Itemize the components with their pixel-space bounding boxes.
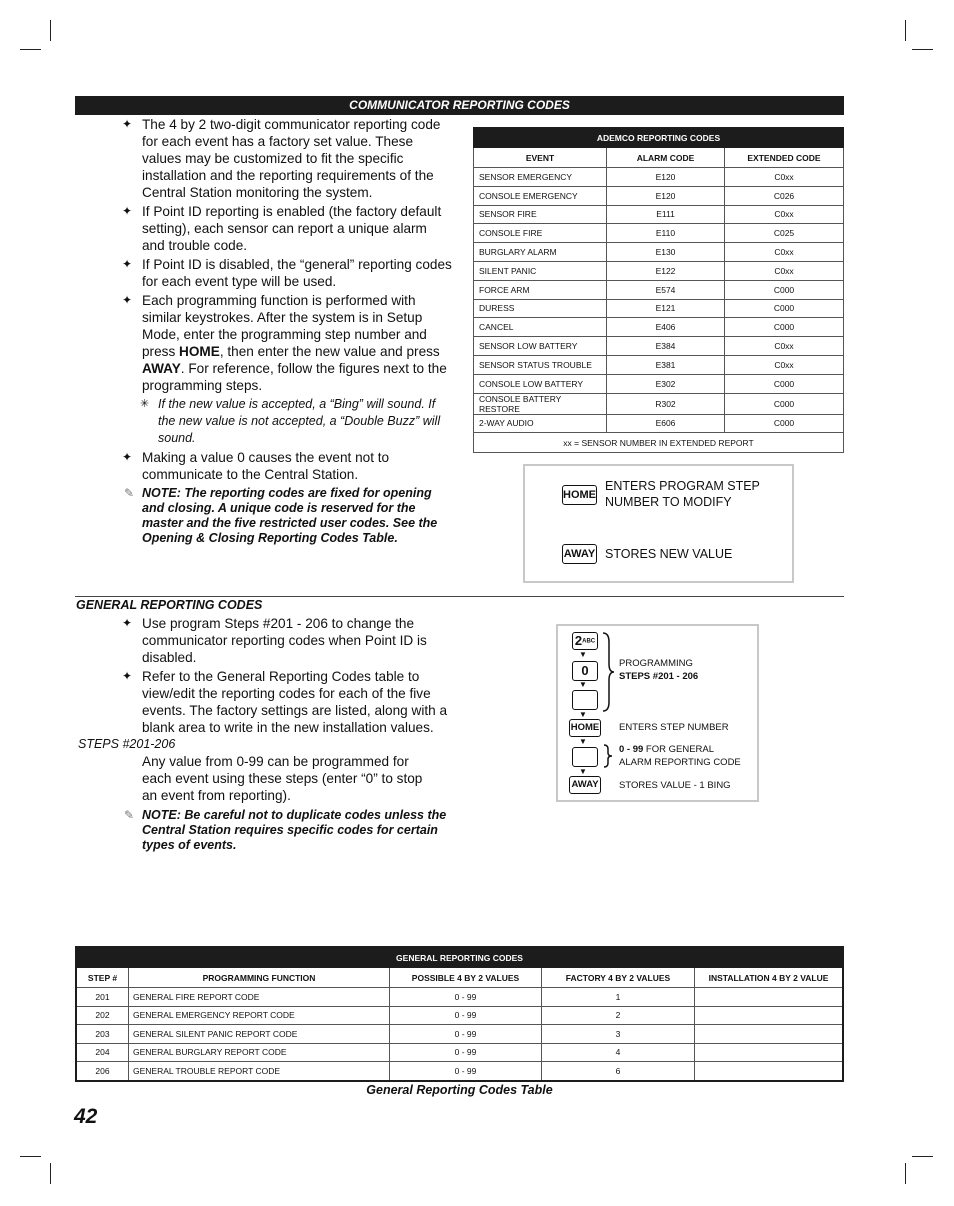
pencil-icon: ✎ — [124, 808, 135, 822]
table-cell: CONSOLE LOW BATTERY — [474, 374, 607, 393]
away-keyword: AWAY — [142, 361, 181, 376]
table-row — [474, 374, 844, 393]
table-row — [76, 988, 843, 1007]
table-cell: 0 - 99 — [390, 1006, 542, 1025]
table-cell: E130 — [607, 243, 725, 262]
bullet-item: ✦ Use program Steps #201 - 206 to change the communicator reporting codes when Point ID is disabled. — [122, 616, 427, 665]
general-section-heading: GENERAL REPORTING CODES — [76, 598, 263, 612]
table-cell: SILENT PANIC — [474, 261, 607, 280]
installation-value-cell[interactable] — [695, 1025, 844, 1044]
table-caption: ADEMCO REPORTING CODES — [474, 128, 844, 148]
section-header-band: COMMUNICATOR REPORTING CODES — [75, 96, 844, 115]
table-cell: 203 — [76, 1025, 129, 1044]
diamond-bullet-icon: ✦ — [122, 293, 133, 307]
general-bullets — [122, 615, 452, 738]
general-reporting-codes-table — [75, 946, 844, 1082]
crop-mark — [912, 1156, 933, 1157]
crop-mark — [20, 1156, 41, 1157]
table-cell: C0xx — [725, 355, 844, 374]
sub-note: ✳ If the new value is accepted, a “Bing” will sound. If the new value is not accepted, a “Double Buzz” will sound. — [140, 397, 441, 445]
bullet-item: ✦ If Point ID reporting is enabled (the factory default setting), each sensor can report a unique alarm and trouble code. — [122, 204, 442, 253]
table-row — [474, 337, 844, 356]
away-key-description: STORES NEW VALUE — [605, 547, 733, 561]
column-header: EVENT — [474, 148, 607, 168]
table-caption: GENERAL REPORTING CODES — [76, 947, 843, 968]
table-cell: E384 — [607, 337, 725, 356]
home-keyword: HOME — [179, 344, 220, 359]
column-header: POSSIBLE 4 BY 2 VALUES — [390, 968, 542, 988]
table-cell: E121 — [607, 299, 725, 318]
steps-description: Any value from 0-99 can be programmed for each event using these steps (enter “0” to stop an event from reporting). — [142, 754, 423, 803]
installation-value-cell[interactable] — [695, 1043, 844, 1062]
table-cell: GENERAL FIRE REPORT CODE — [129, 988, 390, 1007]
table-row — [474, 224, 844, 243]
diamond-bullet-icon: ✦ — [122, 616, 133, 630]
stores-value-label: STORES VALUE - 1 BING — [619, 780, 731, 791]
table-cell: SENSOR STATUS TROUBLE — [474, 355, 607, 374]
table-cell: E122 — [607, 261, 725, 280]
table-row — [474, 261, 844, 280]
table-cell: CONSOLE FIRE — [474, 224, 607, 243]
table-cell: 6 — [542, 1062, 695, 1081]
table-cell: CONSOLE EMERGENCY — [474, 186, 607, 205]
table-row — [76, 1006, 843, 1025]
table-row — [474, 243, 844, 262]
arrow-down-icon: ▼ — [579, 737, 587, 746]
home-key-description: ENTERS PROGRAM STEP NUMBER TO MODIFY — [605, 479, 760, 509]
table-cell: GENERAL TROUBLE REPORT CODE — [129, 1062, 390, 1081]
crop-mark — [50, 20, 51, 41]
table-cell: SENSOR FIRE — [474, 205, 607, 224]
steps-range-label: STEPS #201 - 206 — [619, 671, 699, 682]
key-0-icon: 0 — [572, 661, 598, 681]
home-key-icon: HOME — [562, 485, 597, 505]
home-key-icon: HOME — [569, 719, 601, 737]
table-cell: GENERAL BURGLARY REPORT CODE — [129, 1043, 390, 1062]
arrow-down-icon: ▼ — [579, 650, 587, 659]
column-header: ALARM CODE — [607, 148, 725, 168]
table-cell: C0xx — [725, 243, 844, 262]
table-row — [474, 299, 844, 318]
table-cell: DURESS — [474, 299, 607, 318]
pencil-icon: ✎ — [124, 486, 135, 500]
table-row — [474, 168, 844, 187]
crop-mark — [20, 49, 41, 50]
key-legend-box — [523, 464, 794, 583]
table-cell: C000 — [725, 374, 844, 393]
crop-mark — [905, 1163, 906, 1184]
communicator-bullets — [122, 116, 452, 549]
column-header: PROGRAMMING FUNCTION — [129, 968, 390, 988]
table-row — [474, 393, 844, 414]
column-header: STEP # — [76, 968, 129, 988]
steps-label: STEPS #201-206 — [78, 737, 176, 751]
note-fixed-codes: ✎ NOTE: The reporting codes are fixed for opening and closing. A unique code is reserved for the master and the five restricted user codes. See the Opening & Closing Reporting Codes Table. — [124, 486, 438, 545]
table-cell: GENERAL SILENT PANIC REPORT CODE — [129, 1025, 390, 1044]
bullet-item: ✦ Each programming function is performed with similar keystrokes. After the system is in Setup Mode, enter the programming step number and press HOME, then enter the new value and press AWAY. For reference, follow the figures next to the programming steps. — [122, 293, 447, 393]
table-cell: E406 — [607, 318, 725, 337]
table-cell: FORCE ARM — [474, 280, 607, 299]
table-cell: C0xx — [725, 168, 844, 187]
table-cell: SENSOR EMERGENCY — [474, 168, 607, 187]
table-cell: CONSOLE BATTERY RESTORE — [474, 393, 607, 414]
bullet-item: ✦ If Point ID is disabled, the “general” reporting codes for each event type will be used. — [122, 257, 452, 289]
table-cell: E120 — [607, 186, 725, 205]
table-cell: 2-WAY AUDIO — [474, 414, 607, 433]
brace-icon — [601, 632, 615, 712]
table-row — [76, 1043, 843, 1062]
table-cell: 206 — [76, 1062, 129, 1081]
crop-mark — [905, 20, 906, 41]
programming-steps-diagram — [556, 624, 759, 802]
table-footnote: xx = SENSOR NUMBER IN EXTENDED REPORT — [474, 433, 844, 453]
table-cell: 1 — [542, 988, 695, 1007]
table-cell: 0 - 99 — [390, 1062, 542, 1081]
table-cell: C000 — [725, 318, 844, 337]
section-divider — [75, 596, 844, 597]
table-cell: SENSOR LOW BATTERY — [474, 337, 607, 356]
key-2-abc-icon: 2ABC — [572, 632, 598, 650]
column-header: EXTENDED CODE — [725, 148, 844, 168]
diamond-bullet-icon: ✦ — [122, 117, 133, 131]
table-row — [76, 1025, 843, 1044]
table-cell: E111 — [607, 205, 725, 224]
blank-key-icon — [572, 747, 598, 767]
table-cell: E381 — [607, 355, 725, 374]
enters-step-label: ENTERS STEP NUMBER — [619, 722, 729, 733]
table-cell: 204 — [76, 1043, 129, 1062]
table-row — [76, 1062, 843, 1081]
table-cell: E110 — [607, 224, 725, 243]
table-row — [474, 280, 844, 299]
table-cell: CANCEL — [474, 318, 607, 337]
table-cell: C000 — [725, 280, 844, 299]
diamond-bullet-icon: ✦ — [122, 669, 133, 683]
installation-value-cell[interactable] — [695, 1062, 844, 1081]
table-cell: 0 - 99 — [390, 1043, 542, 1062]
away-key-icon: AWAY — [562, 544, 597, 564]
table-cell: C000 — [725, 393, 844, 414]
arrow-down-icon: ▼ — [579, 767, 587, 776]
table-cell: BURGLARY ALARM — [474, 243, 607, 262]
table-row — [474, 186, 844, 205]
general-note: ✎ NOTE: Be careful not to duplicate codes unless the Central Station requires specific codes for certain types of events. — [124, 808, 447, 852]
blank-key-icon — [572, 690, 598, 710]
table-cell: 2 — [542, 1006, 695, 1025]
table-cell: 0 - 99 — [390, 1025, 542, 1044]
away-key-icon: AWAY — [569, 776, 601, 794]
table-cell: C0xx — [725, 261, 844, 280]
table-cell: C025 — [725, 224, 844, 243]
table-cell: R302 — [607, 393, 725, 414]
diamond-bullet-icon: ✦ — [122, 257, 133, 271]
table-title-caption: General Reporting Codes Table — [366, 1083, 553, 1097]
table-row — [474, 205, 844, 224]
arrow-down-icon: ▼ — [579, 680, 587, 689]
table-cell: C0xx — [725, 205, 844, 224]
table-cell: E302 — [607, 374, 725, 393]
table-cell: C026 — [725, 186, 844, 205]
diamond-bullet-icon: ✦ — [122, 204, 133, 218]
table-cell: 0 - 99 — [390, 988, 542, 1007]
table-row — [474, 414, 844, 433]
column-header: INSTALLATION 4 BY 2 VALUE — [695, 968, 844, 988]
programming-label: PROGRAMMING — [619, 658, 693, 669]
asterisk-icon: ✳ — [140, 398, 150, 410]
table-cell: GENERAL EMERGENCY REPORT CODE — [129, 1006, 390, 1025]
table-cell: E120 — [607, 168, 725, 187]
crop-mark — [50, 1163, 51, 1184]
bullet-item: ✦ Refer to the General Reporting Codes table to view/edit the reporting codes for each of the five events. The factory settings are listed, along with a blank area to write in the new installation values. — [122, 669, 448, 735]
table-cell: 4 — [542, 1043, 695, 1062]
brace-icon — [603, 744, 613, 768]
table-cell: 3 — [542, 1025, 695, 1044]
ademco-reporting-codes-table — [473, 127, 844, 453]
table-cell: C000 — [725, 299, 844, 318]
bullet-item: ✦ The 4 by 2 two-digit communicator reporting code for each event has a factory set value. These values may be customized to fit the specific installation and the reporting requirements of the Central Station monitoring the system. — [122, 117, 441, 200]
value-range-label: 0 - 99 FOR GENERAL ALARM REPORTING CODE — [619, 744, 741, 768]
arrow-down-icon: ▼ — [579, 710, 587, 719]
table-row — [474, 355, 844, 374]
table-cell: E574 — [607, 280, 725, 299]
installation-value-cell[interactable] — [695, 988, 844, 1007]
table-cell: 201 — [76, 988, 129, 1007]
diamond-bullet-icon: ✦ — [122, 450, 133, 464]
table-row — [474, 318, 844, 337]
bullet-item: ✦ Making a value 0 causes the event not to communicate to the Central Station. — [122, 450, 390, 482]
page-number: 42 — [74, 1105, 98, 1128]
table-cell: E606 — [607, 414, 725, 433]
installation-value-cell[interactable] — [695, 1006, 844, 1025]
table-cell: C000 — [725, 414, 844, 433]
table-cell: 202 — [76, 1006, 129, 1025]
table-cell: C0xx — [725, 337, 844, 356]
crop-mark — [912, 49, 933, 50]
column-header: FACTORY 4 BY 2 VALUES — [542, 968, 695, 988]
